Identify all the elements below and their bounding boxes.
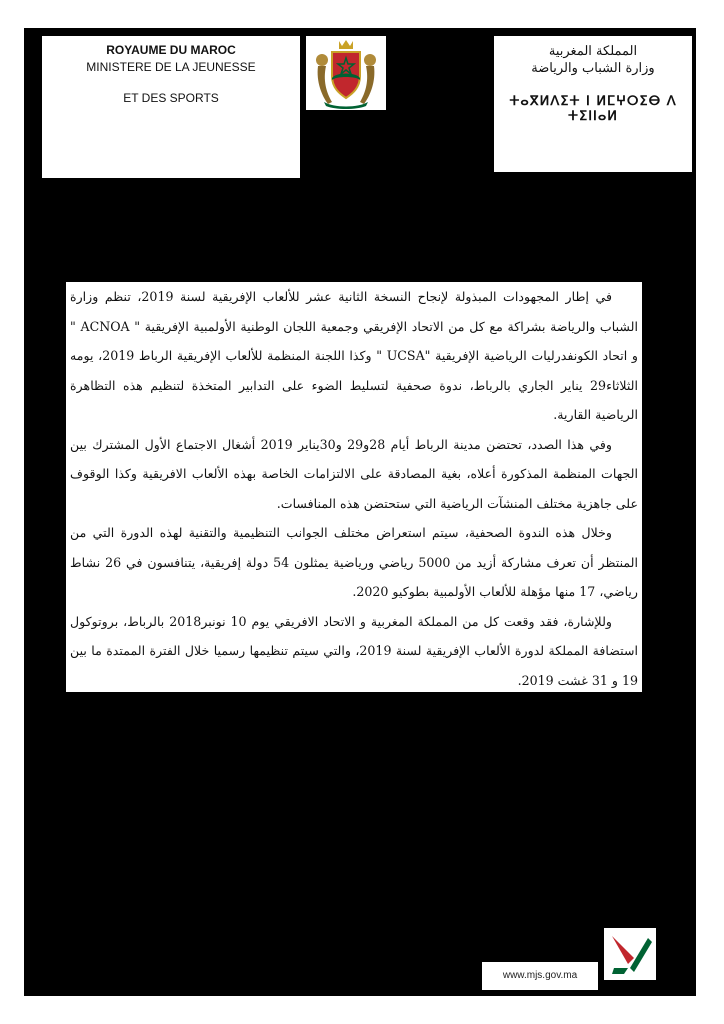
ministry-logo-icon — [604, 928, 656, 980]
paragraph-3: وخلال هذه الندوة الصحفية، سيتم استعراض مختلف الجوانب التنظيمية والتقنية لهذه الدورة التي من المنتظر أن تعرف مشاركة أزيد من 5000 رياضي ورياضية يمثلون 54 دولة إفريقية، يتنافسون في 26 نشاط رياضي، 17 منها مؤهلة للألعاب الأولمبية بطوكيو 2020. — [70, 525, 639, 599]
coat-of-arms-icon — [306, 36, 386, 110]
ministry-name-tifinagh: ⵜⴰⴳⵍⴷⵉⵜ ⵏ ⵍⵎⵖⵔⵉⴱ ⴷ ⵜⵉⵏⵏⴰⵍ — [509, 94, 677, 124]
website-url: www.mjs.gov.ma — [482, 962, 598, 990]
kingdom-name-fr: ROYAUME DU MAROC — [106, 43, 236, 57]
header-arabic — [494, 36, 692, 172]
press-release-body — [66, 282, 642, 692]
header-french — [42, 36, 300, 178]
paragraph-4: وللإشارة، فقد وقعت كل من المملكة المغربية و الاتحاد الافريقي يوم 10 نونبر2018 بالرباط، بروتوكول استضافة المملكة لدورة الألعاب الإفريقية لسنة 2019، والتي سيتم تنظيمها رسميا خلال الفترة الممتدة ما بين 19 و 31 غشت 2019. — [70, 613, 639, 688]
paragraph-1: في إطار المجهودات المبذولة لإنجاح النسخة الثانية عشر للألعاب الإفريقية لسنة 2019، تنظم وزارة الشباب والرياضة بشراكة مع كل من الاتحاد الإفريقي وجمعية اللجان الوطنية الأولمبية الإفريقية " ACNOA " و اتحاد الكونفدرليات الرياضية الإفريقية "UCSA " وكذا اللجنة المنظمة للألعاب الإفريقية الرباط 2019، يومه الثلاثاء29 يناير الجاري بالرباط، ندوة صحفية لتسليط الضوء على التدابير المتخذة لتنظيم هذه التظاهرة الرياضية القارية. — [70, 289, 638, 422]
ministry-name-ar: وزارة الشباب والرياضة — [531, 61, 655, 76]
kingdom-name-ar: المملكة المغربية — [548, 44, 638, 59]
paragraph-2: وفي هذا الصدد، تحتضن مدينة الرباط أيام 28و29 و30يناير 2019 أشغال الاجتماع الأول المشترك بين الجهات المنظمة المذكورة أعلاه، بغية المصادقة على الالتزامات الخاصة بهذه الألعاب الافريقية وكذا الوقوف على جاهزية مختلف المنشآت الرياضية التي ستحتضن هذه المنافسات. — [70, 436, 638, 511]
ministry-name-fr-line2: ET DES SPORTS — [123, 91, 219, 105]
ministry-name-fr-line1: MINISTERE DE LA JEUNESSE — [86, 60, 256, 74]
